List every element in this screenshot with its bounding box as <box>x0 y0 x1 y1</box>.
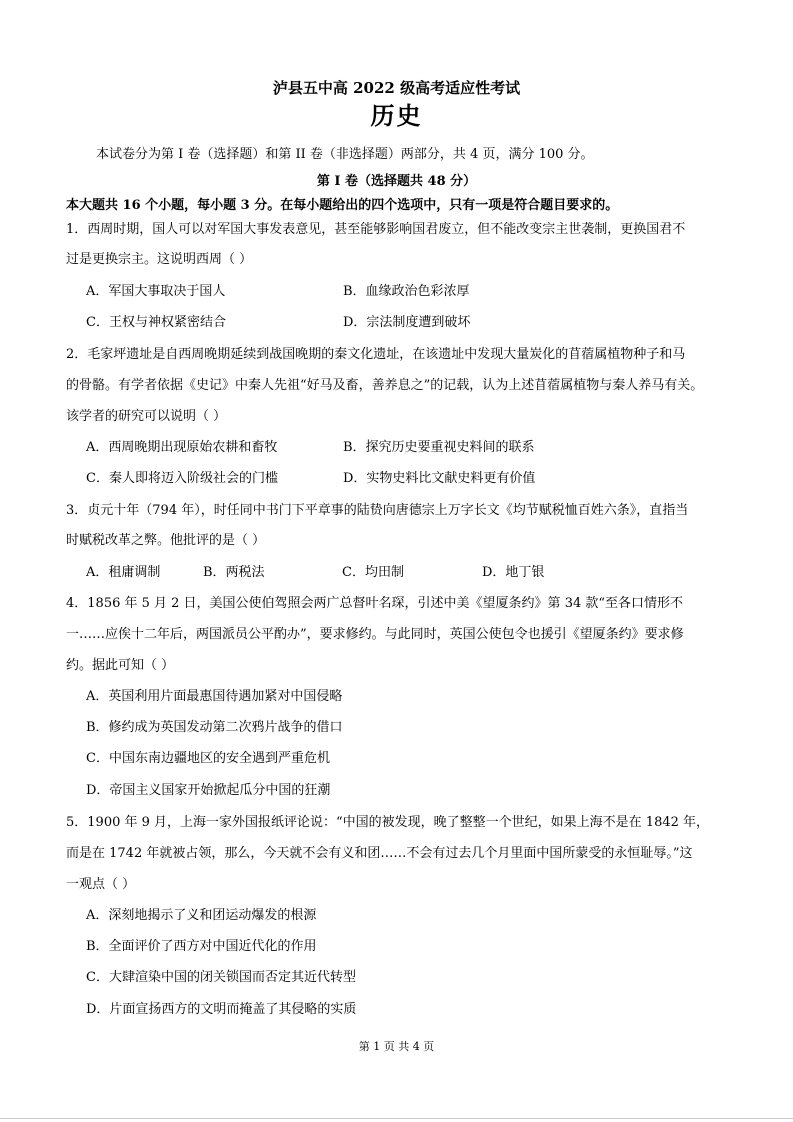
question-4-line-3: 约。据此可知（ ） <box>66 658 175 673</box>
question-2-line-2: 的骨骼。有学者依据《史记》中秦人先祖“好马及畜，善养息之”的记载，认为上述苜蓿属植物与秦人养马有关。 <box>66 378 704 393</box>
exam-title: 泸县五中高 2022 级高考适应性考试 <box>272 79 521 97</box>
question-5-option-d: D．片面宣扬西方的文明而掩盖了其侵略的实质 <box>86 1002 357 1017</box>
question-3-option-d: D．地丁银 <box>482 565 545 580</box>
question-2-option-c: C．秦人即将迈入阶级社会的门槛 <box>86 471 278 486</box>
question-3-option-a: A．租庸调制 <box>86 565 161 580</box>
question-3-line-1: 3．贞元十年（794 年），时任同中书门下平章事的陆贽向唐德宗上万字长文《均节赋税恤百姓六条》，直指当 <box>66 503 689 518</box>
section-title: 第 I 卷（选择题共 48 分） <box>316 174 477 189</box>
question-1-option-a: A．军国大事取决于国人 <box>86 284 226 299</box>
question-1-line-2: 过是更换宗主。这说明西周（ ） <box>66 252 253 267</box>
question-3-option-c: C．均田制 <box>342 565 404 580</box>
question-3-line-2: 时赋税改革之弊。他批评的是（ ） <box>66 533 266 548</box>
question-5-line-3: 一观点（ ） <box>66 877 136 892</box>
question-5-line-1: 5．1900 年 9 月，上海一家外国报纸评论说：“中国的被发现，晚了整整一个世纪，如果上海不是在 1842 年， <box>66 815 710 830</box>
question-2-option-a: A．西周晚期出现原始农耕和畜牧 <box>86 440 278 455</box>
question-4-option-b: B．修约成为英国发动第二次鸦片战争的借口 <box>86 720 343 735</box>
question-4-option-a: A．英国利用片面最惠国待遇加紧对中国侵略 <box>86 689 343 704</box>
section-instruction: 本大题共 16 个小题，每小题 3 分。在每小题给出的四个选项中，只有一项是符合题目要求的。 <box>66 198 619 213</box>
question-2-option-b: B．探究历史要重视史料间的联系 <box>343 440 535 455</box>
question-1-option-d: D．宗法制度遭到破坏 <box>343 315 471 330</box>
question-4-line-1: 4．1856 年 5 月 2 日，美国公使伯驾照会两广总督叶名琛，引述中美《望厦条约》第 34 款“至各口情形不 <box>66 596 684 611</box>
question-5-option-b: B．全面评价了西方对中国近代化的作用 <box>86 939 317 954</box>
question-5-option-c: C．大肆渲染中国的闭关锁国而否定其近代转型 <box>86 970 356 985</box>
question-1-line-1: 1．西周时期，国人可以对军国大事发表意见，甚至能够影响国君废立，但不能改变宗主世袭制，更换国君不 <box>66 222 686 237</box>
question-4-option-d: D．帝国主义国家开始掀起瓜分中国的狂潮 <box>86 783 331 798</box>
question-1-option-b: B．血缘政治色彩浓厚 <box>343 284 470 299</box>
bottom-divider <box>0 1118 793 1119</box>
page-footer: 第 1 页 共 4 页 <box>358 1040 435 1053</box>
question-5-line-2: 而是在 1742 年就被占领，那么，今天就不会有义和团……不会有过去几个月里面中国所蒙受的永恒耻辱。”这 <box>66 846 693 861</box>
subject-title: 历史 <box>370 101 423 130</box>
question-2-line-3: 该学者的研究可以说明（ ） <box>66 409 227 424</box>
question-2-line-1: 2．毛家坪遗址是自西周晚期延续到战国晚期的秦文化遗址，在该遗址中发现大量炭化的苜蓿属植物种子和马 <box>66 347 686 362</box>
question-5-option-a: A．深刻地揭示了义和团运动爆发的根源 <box>86 908 317 923</box>
question-1-option-c: C．王权与神权紧密结合 <box>86 315 226 330</box>
question-4-line-2: 一……应俟十二年后，两国派员公平酌办”，要求修约。与此同时，英国公使包令也援引《望厦条约》要求修 <box>66 627 684 642</box>
question-2-option-d: D．实物史料比文献史料更有价值 <box>343 471 536 486</box>
exam-intro: 本试卷分为第 I 卷（选择题）和第 II 卷（非选择题）两部分，共 4 页，满分 100 分。 <box>96 147 594 162</box>
question-4-option-c: C．中国东南边疆地区的安全遇到严重危机 <box>86 751 330 766</box>
question-3-option-b: B．两税法 <box>203 565 265 580</box>
